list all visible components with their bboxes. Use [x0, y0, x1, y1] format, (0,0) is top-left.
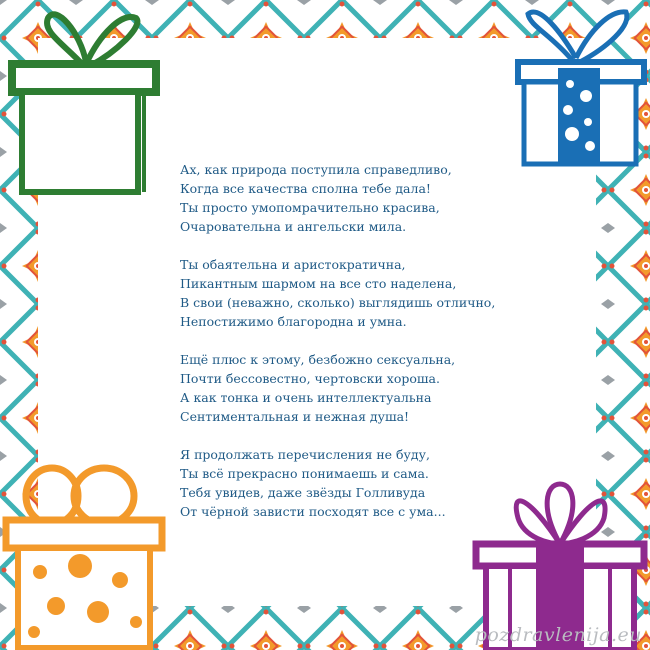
blue-gift-icon — [510, 4, 650, 174]
poem-line: Ещё плюс к этому, безбожно сексуальна, — [180, 352, 456, 367]
poem-line: Я продолжать перечисления не буду, — [180, 447, 430, 462]
poem-stanza — [180, 350, 550, 426]
poem-line: Ты обаятельна и аристократична, — [180, 257, 406, 272]
poem-line: Тебя увидев, даже звёзды Голливуда — [180, 485, 426, 500]
poem-line: В свои (неважно, сколько) выглядишь отлично, — [180, 295, 496, 310]
poem-line: От чёрной зависти посходят все с ума... — [180, 504, 446, 519]
poem-stanza — [180, 445, 550, 521]
site-watermark: pozdravlenija.eu — [474, 624, 642, 646]
poem-line: Ах, как природа поступила справедливо, — [180, 162, 452, 177]
poem-line: А как тонка и очень интеллектуальна — [180, 390, 432, 405]
poem-line: Почти бессовестно, чертовски хороша. — [180, 371, 440, 386]
poem-line: Непостижимо благородна и умна. — [180, 314, 407, 329]
poem-line: Очаровательна и ангельски мила. — [180, 219, 407, 234]
poem-line: Пикантным шармом на все сто наделена, — [180, 276, 457, 291]
poem-line: Когда все качества сполна тебе дала! — [180, 181, 431, 196]
poem-line: Ты просто умопомрачительно красива, — [180, 200, 440, 215]
poem-line: Сентиментальная и нежная душа! — [180, 409, 410, 424]
poem-line: Ты всё прекрасно понимаешь и сама. — [180, 466, 429, 481]
poem-stanza — [180, 160, 550, 236]
orange-gift-icon — [0, 462, 180, 650]
poem-text — [180, 160, 550, 540]
green-gift-icon — [4, 4, 164, 204]
poem-stanza — [180, 255, 550, 331]
